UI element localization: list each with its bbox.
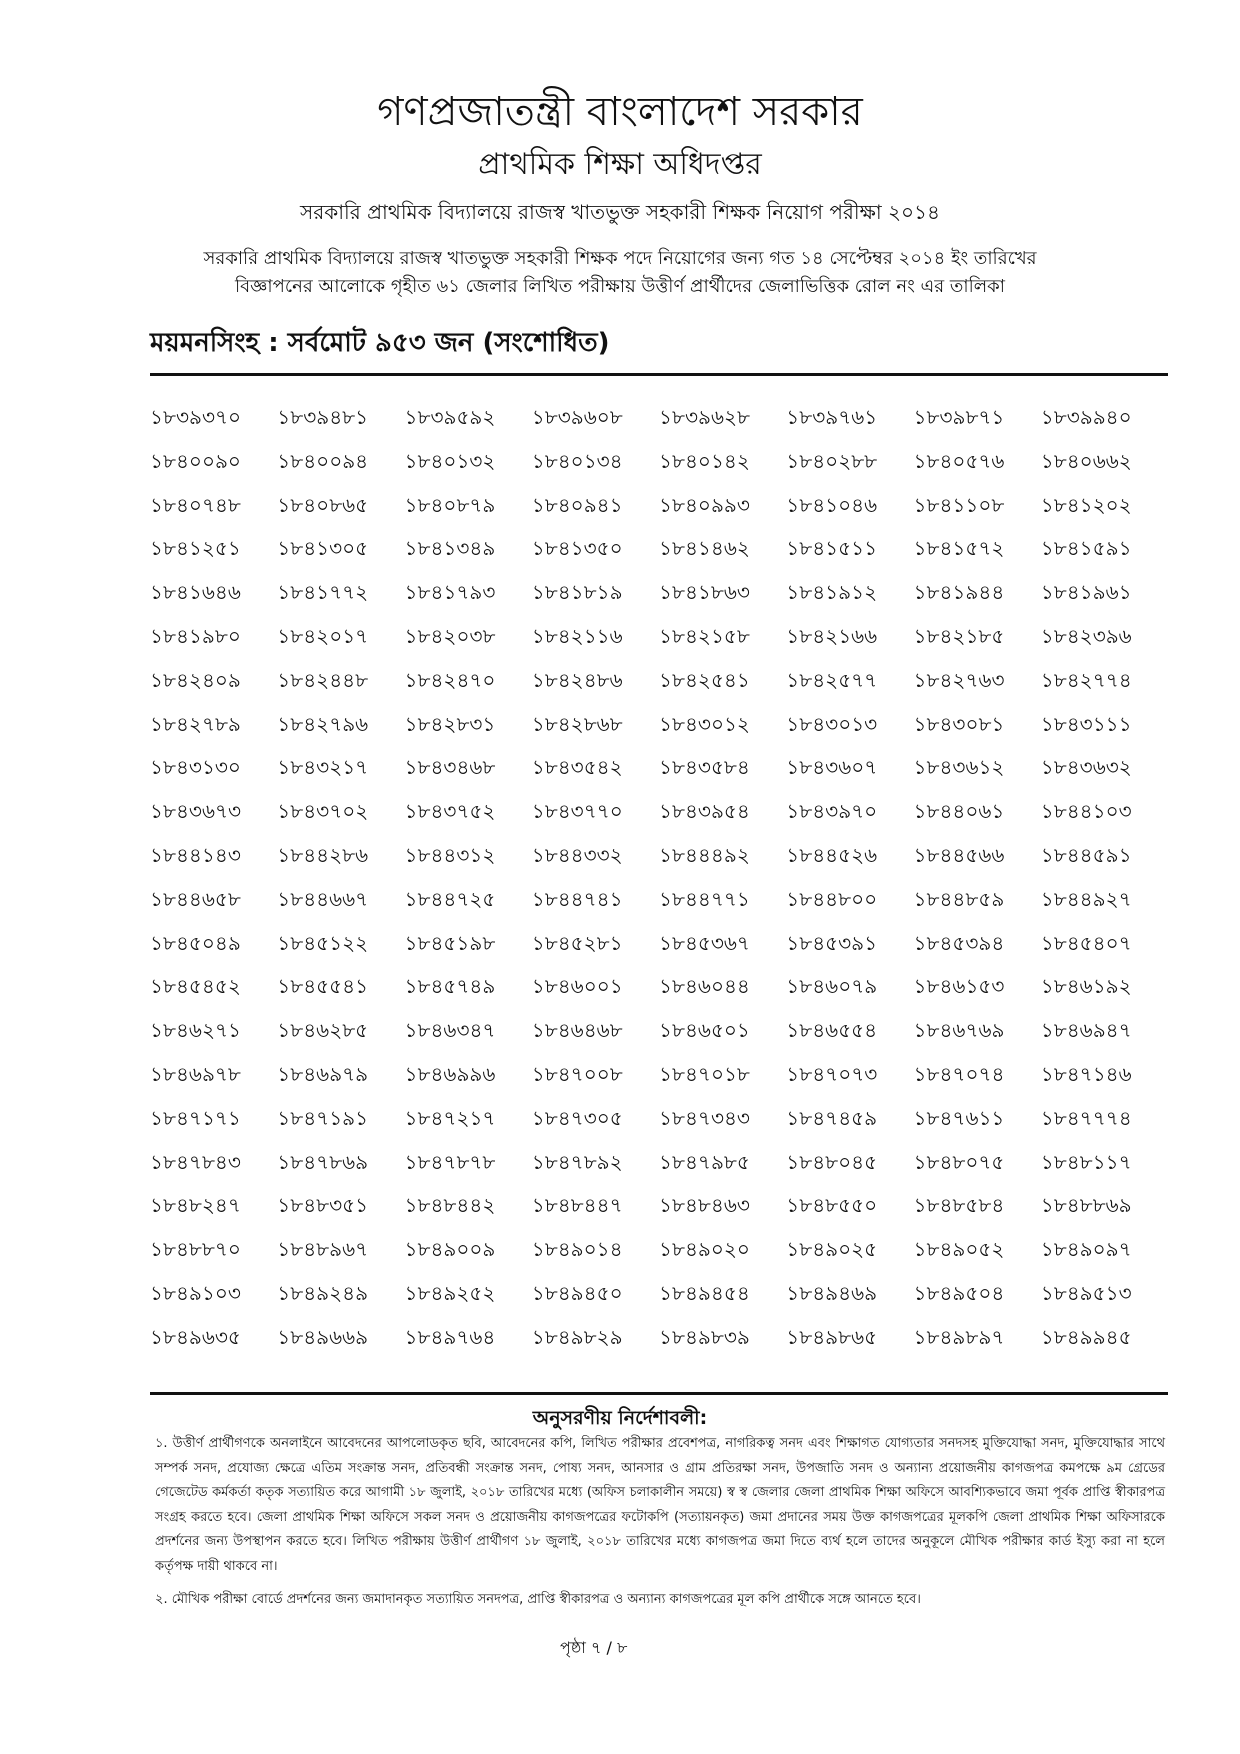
roll-number-cell: ১৮৩৯৬২৮ bbox=[659, 405, 750, 429]
roll-number-cell: ১৮৪৩৭৭০ bbox=[531, 799, 623, 824]
roll-number-cell: ১৮৩৯৯৪০ bbox=[1040, 405, 1132, 429]
roll-number-cell: ১৮৪৯১০৩ bbox=[150, 1280, 241, 1305]
roll-number-cell: ১৮৪৪৭৭১ bbox=[659, 886, 750, 911]
roll-number-cell: ১৮৪৪৪৯২ bbox=[659, 842, 750, 867]
roll-number-cell: ১৮৪৯০৫২ bbox=[913, 1237, 1005, 1262]
roll-number-cell: ১৮৪৯২৪৯ bbox=[277, 1280, 369, 1305]
roll-number-cell: ১৮৪৮৫৮৪ bbox=[913, 1193, 1005, 1218]
roll-number-cell: ১৮৪৩১৩০ bbox=[150, 755, 241, 780]
roll-number-cell: ১৮৪৩২১৭ bbox=[277, 755, 369, 780]
roll-number-cell: ১৮৪৬৭৬৯ bbox=[913, 1018, 1005, 1043]
roll-number-cell: ১৮৪৪০৬১ bbox=[913, 799, 1005, 824]
intro-text bbox=[150, 245, 1090, 301]
roll-number-cell: ১৮৪২০৩৮ bbox=[404, 623, 496, 648]
roll-number-cell: ১৮৪২৩৯৬ bbox=[1040, 623, 1132, 648]
roll-number-cell: ১৮৪৫৪০৭ bbox=[1040, 930, 1132, 955]
roll-number-cell: ১৮৪২১১৬ bbox=[531, 623, 623, 648]
roll-number-cell: ১৮৪১৯৮০ bbox=[150, 623, 241, 648]
intro-line-2: বিজ্ঞাপনের আলোকে গৃহীত ৬১ জেলার লিখিত পরীক্ষায় উত্তীর্ণ প্রার্থীদের জেলাভিত্তিক রোল নং এর তালিকা bbox=[235, 276, 1005, 297]
roll-number-cell: ১৮৪৫৩৯৪ bbox=[913, 930, 1005, 955]
roll-number-cell: ১৮৪৮৪৪৭ bbox=[531, 1193, 623, 1218]
roll-number-cell: ১৮৪৭১৪৬ bbox=[1040, 1061, 1132, 1086]
roll-number-cell: ১৮৪৪২৮৬ bbox=[277, 842, 369, 867]
roll-number-cell: ১৮৪২১৫৮ bbox=[659, 623, 750, 648]
roll-number-cell: ১৮৪৫০৪৯ bbox=[150, 930, 241, 955]
roll-number-cell: ১৮৪৭৮৯২ bbox=[531, 1149, 623, 1174]
roll-number-cell: ১৮৪৩৪৬৮ bbox=[404, 755, 496, 780]
roll-number-cell: ১৮৪০১৩৪ bbox=[531, 448, 623, 473]
roll-number-cell: ১৮৪২৪৭০ bbox=[404, 667, 496, 692]
roll-number-cell: ১৮৪১৯৬১ bbox=[1040, 580, 1132, 605]
roll-number-cell: ১৮৪৩৯৫৪ bbox=[659, 799, 750, 824]
roll-number-cell: ১৮৪৪৩১২ bbox=[404, 842, 496, 867]
roll-number-cell: ১৮৪৪১৪৩ bbox=[150, 842, 241, 867]
roll-number-cell: ১৮৪৭৩০৫ bbox=[531, 1105, 623, 1130]
roll-number-cell: ১৮৪৩৫৪২ bbox=[531, 755, 623, 780]
roll-number-cell: ১৮৪২৫৭৭ bbox=[786, 667, 878, 692]
roll-number-cell: ১৮৪৮৫৫০ bbox=[786, 1193, 878, 1218]
roll-number-cell: ১৮৪৭৬১১ bbox=[913, 1105, 1005, 1130]
roll-number-cell: ১৮৪১৭৭২ bbox=[277, 580, 369, 605]
roll-number-cell: ১৮৪১৮১৯ bbox=[531, 580, 623, 605]
roll-number-cell: ১৮৪১৬৪৬ bbox=[150, 580, 241, 605]
roll-number-cell: ১৮৪১২৫১ bbox=[150, 536, 241, 561]
roll-number-cell: ১৮৪৩০৮১ bbox=[913, 711, 1005, 736]
roll-number-cell: ১৮৪৯৪৫০ bbox=[531, 1280, 623, 1305]
roll-number-cell: ১৮৪৩৬৭৩ bbox=[150, 799, 241, 824]
roll-number-cell: ১৮৪৪৫৬৬ bbox=[913, 842, 1005, 867]
roll-number-cell: ১৮৪০৫৭৬ bbox=[913, 448, 1005, 473]
divider-top bbox=[150, 373, 1168, 376]
roll-number-cell: ১৮৪৭৩৪৩ bbox=[659, 1105, 750, 1130]
roll-number-cell: ১৮৪৯৬৬৯ bbox=[277, 1324, 369, 1349]
roll-number-cell: ১৮৪৬২৭১ bbox=[150, 1018, 241, 1043]
roll-number-cell: ১৮৪৬১৯২ bbox=[1040, 974, 1132, 999]
roll-number-cell: ১৮৪০৮৭৯ bbox=[404, 492, 496, 517]
roll-number-cell: ১৮৪১২০২ bbox=[1040, 492, 1132, 517]
roll-number-cell: ১৮৪৪৬৬৭ bbox=[277, 886, 369, 911]
roll-number-cell: ১৮৩৯৭৬১ bbox=[786, 405, 878, 429]
roll-number-cell: ১৮৪৫৭৪৯ bbox=[404, 974, 496, 999]
roll-number-cell: ১৮৪৬৯৭৯ bbox=[277, 1061, 369, 1086]
roll-number-cell: ১৮৪৫৫৪১ bbox=[277, 974, 369, 999]
roll-number-cell: ১৮৪৬৯৭৮ bbox=[150, 1061, 241, 1086]
roll-number-cell: ১৮৪০১৩২ bbox=[404, 448, 496, 473]
roll-number-cell: ১৮৪১৩৫০ bbox=[531, 536, 623, 561]
roll-number-cell: ১৮৪৬১৫৩ bbox=[913, 974, 1005, 999]
roll-number-cell: ১৮৪৯৭৬৪ bbox=[404, 1324, 496, 1349]
roll-number-cell: ১৮৪৪৬৫৮ bbox=[150, 886, 241, 911]
roll-number-cell: ১৮৪৬২৮৫ bbox=[277, 1018, 369, 1043]
roll-number-cell: ১৮৪৭৮৭৮ bbox=[404, 1149, 496, 1174]
roll-number-cell: ১৮৪৯৬৩৫ bbox=[150, 1324, 241, 1349]
roll-number-cell: ১৮৪৯৮৩৯ bbox=[659, 1324, 750, 1349]
roll-number-cell: ১৮৪৪৫২৬ bbox=[786, 842, 878, 867]
roll-number-cell: ১৮৪৯০২৫ bbox=[786, 1237, 878, 1262]
roll-number-cell: ১৮৪২৭৮৯ bbox=[150, 711, 241, 736]
roll-number-cell: ১৮৪৭০১৮ bbox=[659, 1061, 750, 1086]
roll-number-cell: ১৮৪০১৪২ bbox=[659, 448, 750, 473]
roll-number-cell: ১৮৪৯০১৪ bbox=[531, 1237, 623, 1262]
roll-number-cell: ১৮৪৯৮৬৫ bbox=[786, 1324, 878, 1349]
roll-number-cell: ১৮৪৪৭২৫ bbox=[404, 886, 496, 911]
roll-number-cell: ১৮৪১৫১১ bbox=[786, 536, 878, 561]
roll-number-cell: ১৮৪২৮৩১ bbox=[404, 711, 496, 736]
roll-number-cell: ১৮৩৯৮৭১ bbox=[913, 405, 1005, 429]
roll-number-cell: ১৮৪১৫৭২ bbox=[913, 536, 1005, 561]
roll-number-cell: ১৮৪৭০৭৪ bbox=[913, 1061, 1005, 1086]
roll-number-cell: ১৮৪৩০১৩ bbox=[786, 711, 878, 736]
roll-number-cell: ১৮৪৯২৫২ bbox=[404, 1280, 496, 1305]
roll-number-cell: ১৮৪৫২৮১ bbox=[531, 930, 623, 955]
instructions-title: অনুসরণীয় নির্দেশাবলী: bbox=[532, 1407, 708, 1429]
roll-number-table bbox=[150, 405, 1168, 1369]
roll-number-cell: ১৮৪৮৪৪২ bbox=[404, 1193, 496, 1218]
roll-number-cell: ১৮৪৩৬৩২ bbox=[1040, 755, 1132, 780]
roll-number-cell: ১৮৪৮০৪৫ bbox=[786, 1149, 878, 1174]
roll-number-cell: ১৮৪৭৭৭৪ bbox=[1040, 1105, 1132, 1130]
roll-number-cell: ১৮৪৬৩৪৭ bbox=[404, 1018, 496, 1043]
roll-number-cell: ১৮৪৩৬০৭ bbox=[786, 755, 878, 780]
roll-number-cell: ১৮৩৯৪৮১ bbox=[277, 405, 369, 429]
roll-number-cell: ১৮৪৭০৭৩ bbox=[786, 1061, 878, 1086]
roll-number-cell: ১৮৪৯০৯৭ bbox=[1040, 1237, 1132, 1262]
roll-number-cell: ১৮৪৬০৭৯ bbox=[786, 974, 878, 999]
roll-number-cell: ১৮৪৯৮৯৭ bbox=[913, 1324, 1005, 1349]
exam-title: সরকারি প্রাথমিক বিদ্যালয়ে রাজস্ব খাতভুক্ত সহকারী শিক্ষক নিয়োগ পরীক্ষা ২০১৪ bbox=[300, 200, 940, 224]
roll-number-cell: ১৮৪২৫৪১ bbox=[659, 667, 750, 692]
roll-number-cell: ১৮৪৩৯৭০ bbox=[786, 799, 878, 824]
roll-number-cell: ১৮৪৫৪৫২ bbox=[150, 974, 241, 999]
roll-number-cell: ১৮৪৪৭৪১ bbox=[531, 886, 623, 911]
government-title: গণপ্রজাতন্ত্রী বাংলাদেশ সরকার bbox=[377, 89, 863, 135]
roll-number-cell: ১৮৪০৯৪১ bbox=[531, 492, 623, 517]
roll-number-cell: ১৮৪১১০৮ bbox=[913, 492, 1005, 517]
roll-number-cell: ১৮৪৭১৯১ bbox=[277, 1105, 369, 1130]
roll-number-cell: ১৮৪৭৯৮৫ bbox=[659, 1149, 750, 1174]
roll-number-cell: ১৮৪৬৫৫৪ bbox=[786, 1018, 878, 1043]
intro-line-1: সরকারি প্রাথমিক বিদ্যালয়ে রাজস্ব খাতভুক্ত সহকারী শিক্ষক পদে নিয়োগের জন্য গত ১৪ সেপ্টেম্বর ২০১৪ ইং তারিখের bbox=[203, 248, 1037, 269]
roll-number-cell: ১৮৪৪৫৯১ bbox=[1040, 842, 1132, 867]
roll-number-cell: ১৮৪২৪৮৬ bbox=[531, 667, 623, 692]
roll-number-cell: ১৮৪০৭৪৮ bbox=[150, 492, 241, 517]
roll-number-cell: ১৮৪৩৬১২ bbox=[913, 755, 1005, 780]
roll-number-cell: ১৮৪২৭৯৬ bbox=[277, 711, 369, 736]
roll-number-cell: ১৮৪৭৪৫৯ bbox=[786, 1105, 878, 1130]
roll-number-cell: ১৮৪৮৮৭০ bbox=[150, 1237, 241, 1262]
roll-number-cell: ১৮৪৮০৭৫ bbox=[913, 1149, 1005, 1174]
roll-number-cell: ১৮৪১৪৬২ bbox=[659, 536, 750, 561]
roll-number-cell: ১৮৪৭২১৭ bbox=[404, 1105, 496, 1130]
roll-number-cell: ১৮৪৯৯৪৫ bbox=[1040, 1324, 1132, 1349]
roll-number-cell: ১৮৪৭৮৪৩ bbox=[150, 1149, 241, 1174]
roll-number-cell: ১৮৪৯৫১৩ bbox=[1040, 1280, 1132, 1305]
roll-number-cell: ১৮৪৮২৪৭ bbox=[150, 1193, 241, 1218]
roll-number-cell: ১৮৪০২৮৮ bbox=[786, 448, 878, 473]
roll-number-cell: ১৮৪২৪৪৮ bbox=[277, 667, 369, 692]
roll-number-cell: ১৮৪৪৯২৭ bbox=[1040, 886, 1132, 911]
roll-number-cell: ১৮৪৭০০৮ bbox=[531, 1061, 623, 1086]
roll-number-cell: ১৮৪০৯৯৩ bbox=[659, 492, 750, 517]
roll-number-cell: ১৮৪৪৩৩২ bbox=[531, 842, 623, 867]
roll-number-cell: ১৮৪০৬৬২ bbox=[1040, 448, 1132, 473]
roll-number-cell: ১৮৪৩১১১ bbox=[1040, 711, 1132, 736]
roll-number-cell: ১৮৪০০৯০ bbox=[150, 448, 241, 473]
roll-number-cell: ১৮৪৬০০১ bbox=[531, 974, 623, 999]
roll-number-cell: ১৮৪০৮৬৫ bbox=[277, 492, 369, 517]
roll-number-cell: ১৮৪৮১১৭ bbox=[1040, 1149, 1132, 1174]
page-number: পৃষ্ঠা ৭ / ৮ bbox=[560, 1638, 628, 1657]
roll-number-cell: ১৮৪৫১২২ bbox=[277, 930, 369, 955]
roll-number-cell: ১৮৪৮৮৬৯ bbox=[1040, 1193, 1132, 1218]
roll-number-cell: ১৮৪৮৪৬৩ bbox=[659, 1193, 750, 1218]
roll-number-cell: ১৮৪৮৩৫১ bbox=[277, 1193, 369, 1218]
roll-number-cell: ১৮৪১৮৬৩ bbox=[659, 580, 750, 605]
roll-number-cell: ১৮৪১৩৪৯ bbox=[404, 536, 496, 561]
roll-number-cell: ১৮৪৯০২০ bbox=[659, 1237, 750, 1262]
roll-number-cell: ১৮৪২০১৭ bbox=[277, 623, 369, 648]
roll-number-cell: ১৮৪৩৭৫২ bbox=[404, 799, 496, 824]
roll-number-cell: ১৮৪৬০৪৪ bbox=[659, 974, 750, 999]
roll-number-cell: ১৮৪৭১৭১ bbox=[150, 1105, 241, 1130]
roll-number-cell: ১৮৪২৭৬৩ bbox=[913, 667, 1005, 692]
roll-number-cell: ১৮৪৩৭০২ bbox=[277, 799, 369, 824]
roll-number-cell: ১৮৪৯৫০৪ bbox=[913, 1280, 1005, 1305]
roll-number-cell: ১৮৪৪১০৩ bbox=[1040, 799, 1132, 824]
roll-number-cell: ১৮৪৬৪৬৮ bbox=[531, 1018, 623, 1043]
roll-number-cell: ১৮৪২৮৬৮ bbox=[531, 711, 623, 736]
roll-number-cell: ১৮৪১৫৯১ bbox=[1040, 536, 1132, 561]
roll-number-cell: ১৮৩৯৫৯২ bbox=[404, 405, 496, 429]
roll-number-cell: ১৮৪১৭৯৩ bbox=[404, 580, 496, 605]
roll-number-cell: ১৮৪৭৮৬৯ bbox=[277, 1149, 369, 1174]
roll-number-cell: ১৮৪২৭৭৪ bbox=[1040, 667, 1132, 692]
roll-number-cell: ১৮৩৯৬০৮ bbox=[531, 405, 623, 429]
roll-number-cell: ১৮৪১৯৪৪ bbox=[913, 580, 1005, 605]
roll-number-cell: ১৮৪৩৫৮৪ bbox=[659, 755, 750, 780]
roll-number-cell: ১৮৪৯৪৫৪ bbox=[659, 1280, 750, 1305]
roll-number-cell: ১৮৪৮৯৬৭ bbox=[277, 1237, 369, 1262]
divider-bottom bbox=[150, 1392, 1168, 1395]
roll-number-cell: ১৮৪৬৯৯৬ bbox=[404, 1061, 496, 1086]
roll-number-cell: ১৮৪১০৪৬ bbox=[786, 492, 878, 517]
roll-number-cell: ১৮৪৪৮৫৯ bbox=[913, 886, 1005, 911]
roll-number-cell: ১৮৪৪৮০০ bbox=[786, 886, 878, 911]
roll-number-cell: ১৮৪২১৮৫ bbox=[913, 623, 1005, 648]
directorate-title: প্রাথমিক শিক্ষা অধিদপ্তর bbox=[478, 147, 762, 182]
district-heading: ময়মনসিংহ : সর্বমোট ৯৫৩ জন (সংশোধিত) bbox=[150, 328, 610, 358]
roll-number-cell: ১৮৪০০৯৪ bbox=[277, 448, 369, 473]
roll-number-cell: ১৮৪৫৩৯১ bbox=[786, 930, 878, 955]
instruction-item-2: ২. মৌখিক পরীক্ষা বোর্ডে প্রদর্শনের জন্য জমাদানকৃত সত্যায়িত সনদপত্র, প্রাপ্তি স্বীকারপত্র ও অন্যান্য কাগজপত্রের মূল কপি প্রার্থীকে সঙ্গে আনতে হবে। bbox=[155, 1592, 921, 1607]
roll-number-cell: ১৮৪৯৪৬৯ bbox=[786, 1280, 878, 1305]
roll-number-cell: ১৮৪১৯১২ bbox=[786, 580, 878, 605]
roll-number-cell: ১৮৪৩০১২ bbox=[659, 711, 750, 736]
roll-number-cell: ১৮৪১৩০৫ bbox=[277, 536, 369, 561]
roll-number-cell: ১৮৪৯৮২৯ bbox=[531, 1324, 623, 1349]
roll-number-cell: ১৮৪৬৫০১ bbox=[659, 1018, 750, 1043]
roll-number-cell: ১৮৪৫১৯৮ bbox=[404, 930, 496, 955]
roll-number-cell: ১৮৪৬৯৪৭ bbox=[1040, 1018, 1132, 1043]
roll-number-cell: ১৮৪২৪০৯ bbox=[150, 667, 241, 692]
instruction-item-1: ১. উত্তীর্ণ প্রার্থীগণকে অনলাইনে আবেদনের আপলোডকৃত ছবি, আবেদনের কপি, লিখিত পরীক্ষার প্রবেশপত্র, নাগরিকত্ব সনদ এবং শিক্ষাগত যোগ্যতার সনদসহ মুক্তিযোদ্ধা সনদ, মুক্তিযোদ্ধার সাথে সম্পর্ক সনদ, প্রযোজ্য ক্ষেত্রে এতিম সংক্রান্ত সনদ, প্রতিবন্ধী সংক্রান্ত সনদ, পোষ্য সনদ, আনসার ও গ্রাম প্রতিরক্ষা সনদ, উপজাতি সনদ ও অন্যান্য প্রয়োজনীয় কাগজপত্র কমপক্ষে ৯ম গ্রেডের গেজেটেড কর্মকর্তা কতৃক সত্যায়িত করে আগামী ১৮ জুলাই, ২০১৮ তারিখের মধ্যে (অফিস চলাকালীন সময়ে) স্ব স্ব জেলার জেলা প্রাথমিক শিক্ষা অফিসে আবশ্যিকভাবে জমা পূর্বক প্রাপ্তি স্বীকারপত্র সংগ্রহ করতে হবে। জেলা প্রাথমিক শিক্ষা অফিসে সকল সনদ ও প্রয়োজনীয় কাগজপত্রের ফটোকপি (সত্যায়নকৃত) জমা প্রদানের সময় উক্ত কাগজপত্রের মূলকপি জেলা প্রাথমিক শিক্ষা অফিসারকে প্রদর্শনের জন্য উপস্থাপন করতে হবে। লিখিত পরীক্ষায় উত্তীর্ণ প্রার্থীগণ ১৮ জুলাই, ২০১৮ তারিখের মধ্যে কাগজপত্র জমা দিতে ব্যর্থ হলে তাদের অনুকূলে মৌখিক পরীক্ষার কার্ড ইস্যু করা না হলে কর্তৃপক্ষ দায়ী থাকবে না। bbox=[155, 1436, 1165, 1574]
roll-number-cell: ১৮৪৯০০৯ bbox=[404, 1237, 496, 1262]
roll-number-cell: ১৮৪৫৩৬৭ bbox=[659, 930, 750, 955]
roll-number-cell: ১৮৩৯৩৭০ bbox=[150, 405, 241, 429]
roll-number-cell: ১৮৪২১৬৬ bbox=[786, 623, 878, 648]
